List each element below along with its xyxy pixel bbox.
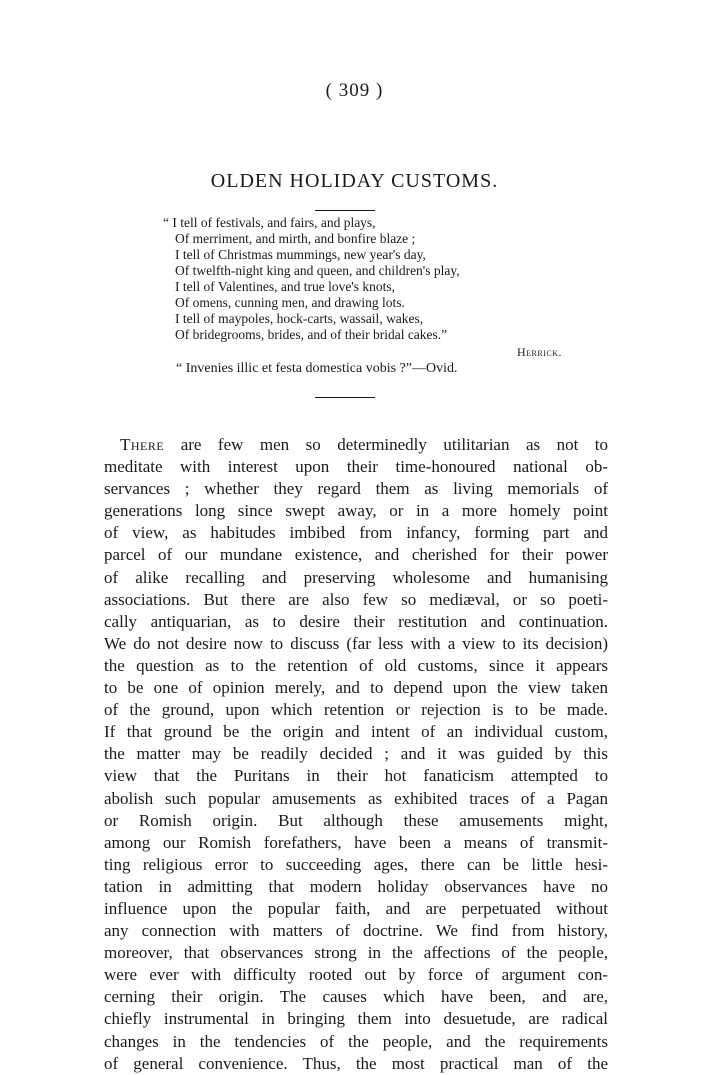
body-line: among our Romish forefathers, have been a means of transmit- (104, 832, 608, 852)
body-line: to be one of opinion merely, and to depend upon the view taken (104, 678, 608, 698)
body-line: chiefly instrumental in bringing them into desuetude, are radical (104, 1009, 608, 1029)
body-line: parcel of our mundane existence, and cherished for their power (104, 545, 608, 565)
poem-line: Of merriment, and mirth, and bonfire blaze ; (175, 231, 416, 246)
page-title: OLDEN HOLIDAY CUSTOMS. (210, 170, 499, 192)
body-line: meditate with interest upon their time-honoured national ob- (104, 457, 608, 477)
body-line: the question as to the retention of old customs, since it appears (104, 655, 608, 675)
body-line: ting religious error to succeeding ages, there can be little hesi- (104, 854, 608, 874)
body-line: or Romish origin. But although these amusements might, (104, 810, 608, 830)
latin-quotation: “ Invenies illic et festa domestica vobis ?”—Ovid. (176, 361, 458, 376)
body-line: abolish such popular amusements as exhibited traces of a Pagan (104, 788, 608, 808)
poem-line: I tell of Valentines, and true love's knots, (175, 279, 396, 294)
body-line: generations long since swept away, or in a more homely point (104, 501, 608, 521)
body-line: cerning their origin. The causes which have been, and are, (104, 987, 608, 1007)
drop-word: There (120, 435, 165, 454)
body-line: any connection with matters of doctrine. We find from history, (104, 921, 608, 941)
body-line: of alike recalling and preserving wholesome and humanising (104, 567, 608, 587)
body-line: the matter may be readily decided ; and it was guided by this (104, 744, 608, 764)
body-line: of general convenience. Thus, the most practical man of the (104, 1053, 608, 1073)
epigraph-attribution: Herrick. (516, 345, 562, 359)
poem-line: Of twelfth-night king and queen, and children's play, (175, 263, 460, 278)
body-line: cally antiquarian, as to desire their restitution and continuation. (104, 611, 608, 631)
epigraph-poem (163, 215, 563, 343)
body-line: influence upon the popular faith, and are perpetuated without (104, 898, 608, 918)
poem-line: Of omens, cunning men, and drawing lots. (175, 295, 405, 310)
body-paragraph (104, 434, 608, 1075)
body-line (104, 434, 608, 456)
body-line: were ever with difficulty rooted out by force of argument con- (104, 965, 608, 985)
poem-line: Of bridegrooms, brides, and of their bridal cakes.” (175, 327, 448, 342)
divider-bottom (315, 397, 375, 398)
body-line: of view, as habitudes imbibed from infancy, forming part and (104, 523, 608, 543)
poem-line: “ I tell of festivals, and fairs, and plays, (163, 215, 376, 230)
body-line: changes in the tendencies of the people, and the requirements (104, 1031, 608, 1051)
body-line: moreover, that observances strong in the affections of the people, (104, 943, 608, 963)
body-line: view that the Puritans in their hot fanaticism attempted to (104, 766, 608, 786)
page-number: ( 309 ) (325, 80, 384, 101)
body-line: We do not desire now to discuss (far less with a view to its decision) (104, 633, 608, 653)
body-line: If that ground be the origin and intent of an individual custom, (104, 722, 608, 742)
first-line-text: are few men so determinedly utilitarian as not to (180, 435, 609, 454)
body-line: of the ground, upon which retention or rejection is to be made. (104, 700, 608, 720)
divider-top (315, 210, 375, 211)
poem-line: I tell of maypoles, hock-carts, wassail, wakes, (175, 311, 424, 326)
body-line: associations. But there are also few so mediæval, or so poeti- (104, 589, 608, 609)
poem-line: I tell of Christmas mummings, new year's day, (175, 247, 426, 262)
body-line: servances ; whether they regard them as living memorials of (104, 479, 608, 499)
body-line: tation in admitting that modern holiday observances have no (104, 876, 608, 896)
